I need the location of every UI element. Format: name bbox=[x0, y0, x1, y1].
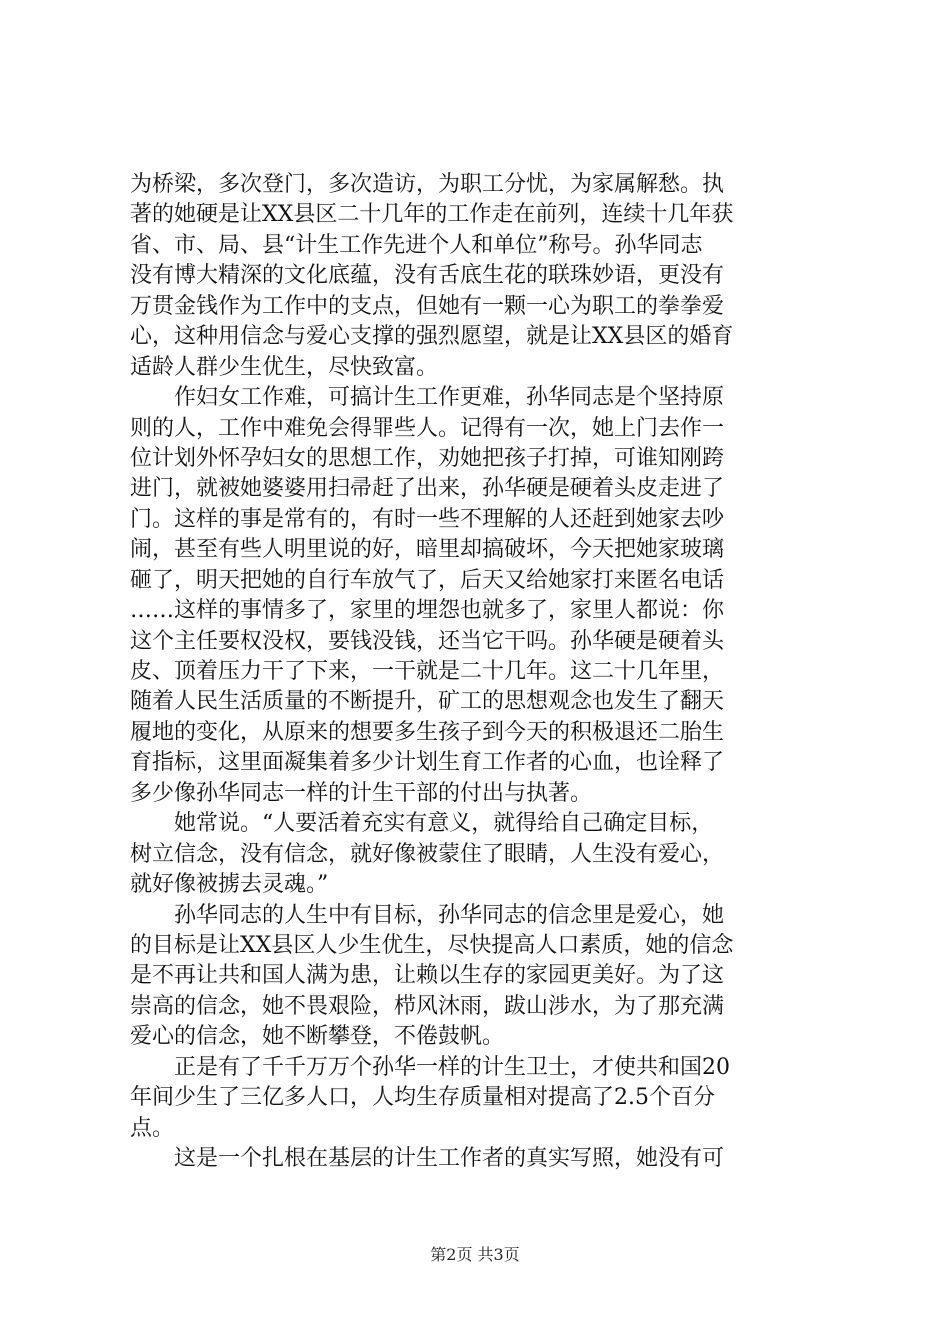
body-text-line: 正是有了千千万万个孙华一样的计生卫士，才使共和国20 bbox=[130, 1055, 730, 1080]
body-text-line: 多少像孙华同志一样的计生干部的付出与执著。 bbox=[130, 781, 593, 806]
body-text-line: 为桥梁，多次登门，多次造访，为职工分忧，为家属解愁。执 bbox=[130, 172, 725, 197]
body-text-line: 这是一个扎根在基层的计生工作者的真实写照，她没有可 bbox=[130, 1146, 725, 1171]
body-text-line: 则的人，工作中难免会得罪些人。记得有一次，她上门去作一 bbox=[130, 416, 725, 441]
body-text-line: 履地的变化，从原来的想要多生孩子到今天的积极退还二胎生 bbox=[130, 720, 725, 745]
body-text-line: 进门，就被她婆婆用扫帚赶了出来，孙华硬是硬着头皮走进了 bbox=[130, 476, 725, 501]
body-text-line: 随着人民生活质量的不断提升，矿工的思想观念也发生了翻天 bbox=[130, 689, 725, 714]
body-text-line: 砸了，明天把她的自行车放气了，后天又给她家打来匿名电话 bbox=[130, 568, 725, 593]
body-text-line: 点。 bbox=[130, 1116, 175, 1141]
body-text-line: 年间少生了三亿多人口，人均生存质量相对提高了2.5个百分 bbox=[130, 1085, 715, 1110]
body-text-line: 她常说。“人要活着充实有意义，就得给自己确定目标， bbox=[130, 811, 714, 836]
body-text-line: 没有博大精深的文化底蕴，没有舌底生花的联珠妙语，更没有 bbox=[130, 263, 725, 288]
body-text-line: 这个主任要权没权，要钱没钱，还当它干吗。孙华硬是硬着头 bbox=[130, 629, 725, 654]
body-text-line: 就好像被掳去灵魂。” bbox=[130, 872, 329, 897]
body-text-line: 著的她硬是让XX县区二十几年的工作走在前列，连续十几年获 bbox=[130, 202, 734, 227]
body-text-line: 闹，甚至有些人明里说的好，暗里却搞破坏，今天把她家玻璃 bbox=[130, 537, 725, 562]
body-text-line: 门。这样的事是常有的，有时一些不理解的人还赶到她家去吵 bbox=[130, 507, 725, 532]
body-text-line: 孙华同志的人生中有目标，孙华同志的信念里是爱心，她 bbox=[130, 903, 725, 928]
body-text-line: 万贯金钱作为工作中的支点，但她有一颗一心为职工的拳拳爱 bbox=[130, 294, 725, 319]
body-text-line: 位计划外怀孕妇女的思想工作，劝她把孩子打掉，可谁知刚跨 bbox=[130, 446, 725, 471]
body-text-line: 崇高的信念，她不畏艰险，栉风沐雨，跋山涉水，为了那充满 bbox=[130, 994, 725, 1019]
body-text-line: 的目标是让XX县区人少生优生，尽快提高人口素质，她的信念 bbox=[130, 933, 734, 958]
body-text-line: 适龄人群少生优生，尽快致富。 bbox=[130, 355, 439, 380]
body-text-line: 育指标，这里面凝集着多少计划生育工作者的心血，也诠释了 bbox=[130, 750, 725, 775]
body-text-line: ……这样的事情多了，家里的埋怨也就多了，家里人都说：你 bbox=[130, 598, 725, 623]
body-text-line: 爱心的信念，她不断攀登，不倦鼓帆。 bbox=[130, 1024, 505, 1049]
body-text-line: 心，这种用信念与爱心支撑的强烈愿望，就是让XX县区的婚育 bbox=[130, 324, 734, 349]
body-text-line: 树立信念，没有信念，就好像被蒙住了眼睛，人生没有爱心， bbox=[130, 842, 725, 867]
page-number-footer: 第2页 共3页 bbox=[430, 1245, 520, 1264]
body-text-line: 作妇女工作难，可搞计生工作更难，孙华同志是个坚持原 bbox=[130, 385, 725, 410]
body-text-line: 省、市、局、县“计生工作先进个人和单位”称号。孙华同志 bbox=[130, 233, 703, 258]
body-text-line: 皮、顶着压力干了下来，一干就是二十几年。这二十几年里， bbox=[130, 659, 725, 684]
body-text-line: 是不再让共和国人满为患，让赖以生存的家园更美好。为了这 bbox=[130, 963, 725, 988]
